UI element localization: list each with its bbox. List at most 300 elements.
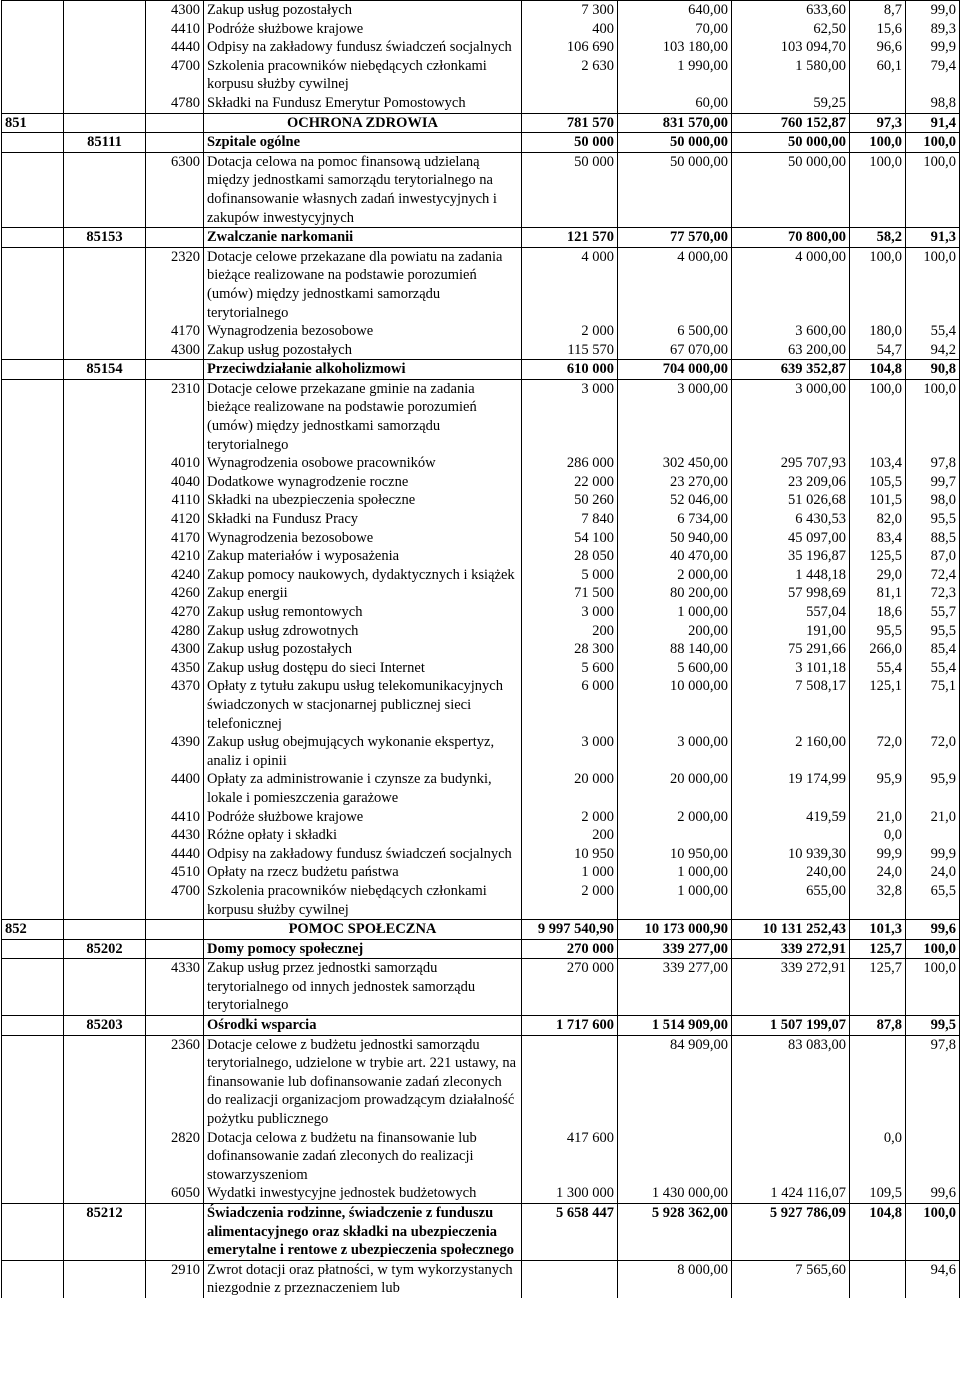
plan-after-changes-cell: 84 909,00	[618, 1035, 732, 1128]
percent-plan-cell: 72,0	[850, 733, 906, 770]
chapter-cell	[64, 603, 146, 622]
plan-after-changes-cell: 10 173 000,90	[618, 920, 732, 940]
plan-after-changes-cell: 23 270,00	[618, 473, 732, 492]
plan-cell: 5 600	[522, 659, 618, 678]
execution-cell: 7 565,60	[732, 1260, 850, 1298]
paragraph-cell	[146, 360, 204, 380]
chapter-cell	[64, 1035, 146, 1128]
division-cell	[2, 152, 64, 227]
chapter-cell	[64, 845, 146, 864]
division-cell	[2, 510, 64, 529]
chapter-cell	[64, 510, 146, 529]
description-cell: Dotacje celowe przekazane gminie na zadania bieżące realizowane na podstawie porozumień (umów) między jednostkami samorządu terytorialnego	[204, 379, 522, 454]
execution-cell: 51 026,68	[732, 491, 850, 510]
percent-after-cell: 88,5	[906, 529, 960, 548]
chapter-cell	[64, 94, 146, 113]
plan-after-changes-cell: 6 734,00	[618, 510, 732, 529]
percent-plan-cell: 266,0	[850, 640, 906, 659]
table-row	[2, 454, 960, 473]
percent-after-cell: 97,8	[906, 454, 960, 473]
percent-after-cell: 99,6	[906, 920, 960, 940]
section-row	[2, 113, 960, 133]
description-cell: Zakup usług dostępu do sieci Internet	[204, 659, 522, 678]
paragraph-cell	[146, 1204, 204, 1261]
division-cell	[2, 247, 64, 322]
plan-after-changes-cell: 10 000,00	[618, 677, 732, 733]
chapter-cell	[64, 863, 146, 882]
paragraph-cell: 4210	[146, 547, 204, 566]
paragraph-cell: 4700	[146, 57, 204, 94]
percent-plan-cell: 97,3	[850, 113, 906, 133]
paragraph-cell: 4330	[146, 959, 204, 1016]
paragraph-cell: 4240	[146, 566, 204, 585]
description-cell: Dotacja celowa z budżetu na finansowanie lub dofinansowanie zadań zleconych do realizacji stowarzyszeniom	[204, 1129, 522, 1185]
execution-cell: 10 939,30	[732, 845, 850, 864]
percent-after-cell: 95,9	[906, 770, 960, 807]
execution-cell: 4 000,00	[732, 247, 850, 322]
execution-cell: 7 508,17	[732, 677, 850, 733]
percent-plan-cell: 18,6	[850, 603, 906, 622]
plan-cell: 7 840	[522, 510, 618, 529]
percent-plan-cell	[850, 1035, 906, 1128]
paragraph-cell: 4280	[146, 622, 204, 641]
percent-after-cell: 99,7	[906, 473, 960, 492]
percent-plan-cell: 101,3	[850, 920, 906, 940]
paragraph-cell: 4270	[146, 603, 204, 622]
paragraph-cell: 4390	[146, 733, 204, 770]
execution-cell: 3 000,00	[732, 379, 850, 454]
plan-cell: 3 000	[522, 603, 618, 622]
percent-after-cell: 90,8	[906, 360, 960, 380]
plan-cell: 3 000	[522, 733, 618, 770]
plan-cell: 610 000	[522, 360, 618, 380]
paragraph-cell: 4260	[146, 584, 204, 603]
description-cell: Różne opłaty i składki	[204, 826, 522, 845]
chapter-cell: 85111	[64, 133, 146, 153]
division-cell	[2, 454, 64, 473]
percent-plan-cell: 55,4	[850, 659, 906, 678]
percent-after-cell: 72,4	[906, 566, 960, 585]
division-cell	[2, 322, 64, 341]
section-row	[2, 920, 960, 940]
chapter-cell	[64, 920, 146, 940]
division-cell	[2, 959, 64, 1016]
chapter-cell	[64, 1129, 146, 1185]
paragraph-cell: 4440	[146, 38, 204, 57]
percent-plan-cell: 95,9	[850, 770, 906, 807]
percent-after-cell: 79,4	[906, 57, 960, 94]
subsection-row	[2, 1016, 960, 1036]
paragraph-cell: 2360	[146, 1035, 204, 1128]
percent-plan-cell: 125,5	[850, 547, 906, 566]
execution-cell: 339 272,91	[732, 939, 850, 959]
plan-after-changes-cell: 70,00	[618, 20, 732, 39]
execution-cell: 639 352,87	[732, 360, 850, 380]
percent-after-cell: 87,0	[906, 547, 960, 566]
division-cell: 852	[2, 920, 64, 940]
execution-cell: 760 152,87	[732, 113, 850, 133]
chapter-cell	[64, 341, 146, 360]
plan-after-changes-cell: 103 180,00	[618, 38, 732, 57]
division-cell	[2, 566, 64, 585]
plan-after-changes-cell: 302 450,00	[618, 454, 732, 473]
chapter-cell: 85212	[64, 1204, 146, 1261]
chapter-cell	[64, 1260, 146, 1298]
execution-cell: 295 707,93	[732, 454, 850, 473]
plan-after-changes-cell: 88 140,00	[618, 640, 732, 659]
description-cell: Odpisy na zakładowy fundusz świadczeń socjalnych	[204, 38, 522, 57]
table-row	[2, 1, 960, 20]
paragraph-cell: 4440	[146, 845, 204, 864]
percent-plan-cell: 81,1	[850, 584, 906, 603]
plan-cell: 10 950	[522, 845, 618, 864]
plan-after-changes-cell: 3 000,00	[618, 379, 732, 454]
division-cell	[2, 770, 64, 807]
plan-cell: 270 000	[522, 959, 618, 1016]
division-cell	[2, 808, 64, 827]
table-row	[2, 510, 960, 529]
execution-cell	[732, 826, 850, 845]
division-cell	[2, 826, 64, 845]
table-row	[2, 1035, 960, 1128]
paragraph-cell: 4300	[146, 1, 204, 20]
division-cell	[2, 360, 64, 380]
execution-cell: 35 196,87	[732, 547, 850, 566]
chapter-cell: 85202	[64, 939, 146, 959]
execution-cell: 19 174,99	[732, 770, 850, 807]
division-cell	[2, 1204, 64, 1261]
table-row	[2, 529, 960, 548]
plan-after-changes-cell: 1 990,00	[618, 57, 732, 94]
execution-cell: 23 209,06	[732, 473, 850, 492]
division-cell	[2, 133, 64, 153]
plan-after-changes-cell: 339 277,00	[618, 959, 732, 1016]
table-row	[2, 547, 960, 566]
chapter-cell	[64, 659, 146, 678]
percent-plan-cell: 15,6	[850, 20, 906, 39]
percent-after-cell: 94,2	[906, 341, 960, 360]
execution-cell: 557,04	[732, 603, 850, 622]
division-cell	[2, 659, 64, 678]
table-row	[2, 94, 960, 113]
description-cell: Opłaty za administrowanie i czynsze za budynki, lokale i pomieszczenia garażowe	[204, 770, 522, 807]
budget-table	[1, 0, 960, 1298]
plan-after-changes-cell: 1 000,00	[618, 603, 732, 622]
description-cell: Opłaty na rzecz budżetu państwa	[204, 863, 522, 882]
percent-plan-cell: 83,4	[850, 529, 906, 548]
plan-cell: 106 690	[522, 38, 618, 57]
plan-after-changes-cell: 1 514 909,00	[618, 1016, 732, 1036]
table-row	[2, 491, 960, 510]
plan-after-changes-cell: 2 000,00	[618, 808, 732, 827]
paragraph-cell: 4410	[146, 20, 204, 39]
percent-after-cell: 99,9	[906, 845, 960, 864]
plan-cell: 3 000	[522, 379, 618, 454]
plan-cell: 20 000	[522, 770, 618, 807]
percent-plan-cell: 99,9	[850, 845, 906, 864]
plan-after-changes-cell: 50 000,00	[618, 152, 732, 227]
division-cell	[2, 882, 64, 920]
chapter-cell	[64, 882, 146, 920]
division-cell	[2, 547, 64, 566]
paragraph-cell: 4370	[146, 677, 204, 733]
description-cell: Wynagrodzenia bezosobowe	[204, 529, 522, 548]
description-cell: Dotacje celowe przekazane dla powiatu na zadania bieżące realizowane na podstawie porozumień (umów) między jednostkami samorządu terytorialnego	[204, 247, 522, 322]
percent-after-cell: 100,0	[906, 247, 960, 322]
plan-cell: 2 000	[522, 322, 618, 341]
division-cell	[2, 603, 64, 622]
percent-after-cell: 100,0	[906, 152, 960, 227]
plan-cell: 200	[522, 826, 618, 845]
division-cell	[2, 677, 64, 733]
division-cell	[2, 939, 64, 959]
percent-after-cell: 99,0	[906, 1, 960, 20]
description-cell: Zakup usług przez jednostki samorządu terytorialnego od innych jednostek samorządu terytorialnego	[204, 959, 522, 1016]
plan-cell: 22 000	[522, 473, 618, 492]
execution-cell: 62,50	[732, 20, 850, 39]
description-cell: Zakup usług pozostałych	[204, 341, 522, 360]
plan-cell: 1 000	[522, 863, 618, 882]
table-row	[2, 247, 960, 322]
paragraph-cell: 4780	[146, 94, 204, 113]
plan-cell: 270 000	[522, 939, 618, 959]
plan-after-changes-cell: 6 500,00	[618, 322, 732, 341]
division-cell	[2, 529, 64, 548]
percent-after-cell: 91,4	[906, 113, 960, 133]
plan-cell: 6 000	[522, 677, 618, 733]
execution-cell: 339 272,91	[732, 959, 850, 1016]
paragraph-cell	[146, 133, 204, 153]
execution-cell: 5 927 786,09	[732, 1204, 850, 1261]
execution-cell: 633,60	[732, 1, 850, 20]
plan-cell: 28 300	[522, 640, 618, 659]
percent-after-cell: 89,3	[906, 20, 960, 39]
division-cell	[2, 622, 64, 641]
percent-plan-cell: 29,0	[850, 566, 906, 585]
plan-cell: 286 000	[522, 454, 618, 473]
table-row	[2, 659, 960, 678]
table-row	[2, 1129, 960, 1185]
chapter-cell	[64, 491, 146, 510]
execution-cell: 6 430,53	[732, 510, 850, 529]
execution-cell: 63 200,00	[732, 341, 850, 360]
paragraph-cell	[146, 113, 204, 133]
percent-plan-cell: 180,0	[850, 322, 906, 341]
plan-cell: 2 000	[522, 808, 618, 827]
plan-cell: 50 000	[522, 133, 618, 153]
percent-plan-cell	[850, 94, 906, 113]
percent-after-cell: 97,8	[906, 1035, 960, 1128]
chapter-cell	[64, 57, 146, 94]
execution-cell: 419,59	[732, 808, 850, 827]
percent-plan-cell: 60,1	[850, 57, 906, 94]
plan-cell: 71 500	[522, 584, 618, 603]
plan-after-changes-cell: 704 000,00	[618, 360, 732, 380]
chapter-cell	[64, 640, 146, 659]
plan-cell: 781 570	[522, 113, 618, 133]
division-cell	[2, 1260, 64, 1298]
chapter-cell	[64, 622, 146, 641]
percent-after-cell: 65,5	[906, 882, 960, 920]
division-cell	[2, 1, 64, 20]
percent-after-cell: 55,7	[906, 603, 960, 622]
plan-cell: 50 000	[522, 152, 618, 227]
percent-plan-cell: 0,0	[850, 826, 906, 845]
paragraph-cell: 6300	[146, 152, 204, 227]
table-row	[2, 341, 960, 360]
paragraph-cell	[146, 228, 204, 248]
percent-plan-cell: 32,8	[850, 882, 906, 920]
execution-cell: 1 424 116,07	[732, 1184, 850, 1203]
subsection-row	[2, 133, 960, 153]
division-cell	[2, 1016, 64, 1036]
table-row	[2, 863, 960, 882]
division-cell	[2, 228, 64, 248]
percent-plan-cell: 104,8	[850, 1204, 906, 1261]
description-cell: Zakup usług pozostałych	[204, 1, 522, 20]
chapter-cell	[64, 529, 146, 548]
percent-plan-cell: 95,5	[850, 622, 906, 641]
chapter-cell	[64, 454, 146, 473]
paragraph-cell: 4120	[146, 510, 204, 529]
table-row	[2, 770, 960, 807]
chapter-cell	[64, 566, 146, 585]
plan-cell: 417 600	[522, 1129, 618, 1185]
description-cell: Składki na ubezpieczenia społeczne	[204, 491, 522, 510]
division-cell: 851	[2, 113, 64, 133]
plan-cell: 4 000	[522, 247, 618, 322]
description-cell: Świadczenia rodzinne, świadczenie z funduszu alimentacyjnego oraz składki na ubezpieczenia emerytalne i rentowe z ubezpieczenia społecznego	[204, 1204, 522, 1261]
chapter-cell	[64, 826, 146, 845]
execution-cell: 45 097,00	[732, 529, 850, 548]
paragraph-cell	[146, 1016, 204, 1036]
description-cell: Zwalczanie narkomanii	[204, 228, 522, 248]
plan-after-changes-cell: 5 928 362,00	[618, 1204, 732, 1261]
description-cell: Zwrot dotacji oraz płatności, w tym wykorzystanych niezgodnie z przeznaczeniem lub	[204, 1260, 522, 1298]
chapter-cell	[64, 584, 146, 603]
paragraph-cell: 4400	[146, 770, 204, 807]
description-cell: Zakup materiałów i wyposażenia	[204, 547, 522, 566]
plan-after-changes-cell: 5 600,00	[618, 659, 732, 678]
percent-plan-cell: 125,7	[850, 959, 906, 1016]
table-row	[2, 677, 960, 733]
division-cell	[2, 640, 64, 659]
division-cell	[2, 473, 64, 492]
execution-cell: 655,00	[732, 882, 850, 920]
execution-cell	[732, 1129, 850, 1185]
plan-cell	[522, 1035, 618, 1128]
percent-plan-cell: 105,5	[850, 473, 906, 492]
percent-plan-cell: 87,8	[850, 1016, 906, 1036]
paragraph-cell: 4510	[146, 863, 204, 882]
execution-cell: 1 507 199,07	[732, 1016, 850, 1036]
table-row	[2, 959, 960, 1016]
description-cell: Dodatkowe wynagrodzenie roczne	[204, 473, 522, 492]
percent-plan-cell: 103,4	[850, 454, 906, 473]
plan-after-changes-cell: 80 200,00	[618, 584, 732, 603]
plan-cell: 9 997 540,90	[522, 920, 618, 940]
percent-after-cell: 75,1	[906, 677, 960, 733]
percent-plan-cell: 109,5	[850, 1184, 906, 1203]
plan-cell: 2 000	[522, 882, 618, 920]
description-cell: Wydatki inwestycyjne jednostek budżetowych	[204, 1184, 522, 1203]
percent-after-cell: 99,9	[906, 38, 960, 57]
plan-after-changes-cell: 200,00	[618, 622, 732, 641]
table-row	[2, 473, 960, 492]
percent-after-cell: 85,4	[906, 640, 960, 659]
description-cell: Opłaty z tytułu zakupu usług telekomunikacyjnych świadczonych w stacjonarnej publicznej sieci telefonicznej	[204, 677, 522, 733]
subsection-row	[2, 360, 960, 380]
paragraph-cell: 4040	[146, 473, 204, 492]
plan-after-changes-cell: 50 940,00	[618, 529, 732, 548]
division-cell	[2, 1184, 64, 1203]
description-cell: Ośrodki wsparcia	[204, 1016, 522, 1036]
percent-after-cell: 99,5	[906, 1016, 960, 1036]
description-cell: Zakup usług remontowych	[204, 603, 522, 622]
percent-plan-cell: 58,2	[850, 228, 906, 248]
description-cell: Dotacje celowe z budżetu jednostki samorządu terytorialnego, udzielone w trybie art. 221 ustawy, na finansowanie lub dofinansowanie zadań zleconych do realizacji organizacjom prowadzącym działalność pożytku publicznego	[204, 1035, 522, 1128]
percent-after-cell: 98,8	[906, 94, 960, 113]
table-row	[2, 733, 960, 770]
subsection-row	[2, 228, 960, 248]
paragraph-cell: 6050	[146, 1184, 204, 1203]
description-cell: Dotacja celowa na pomoc finansową udzielaną między jednostkami samorządu terytorialnego na dofinansowanie własnych zadań inwestycyjnych i zakupów inwestycyjnych	[204, 152, 522, 227]
chapter-cell	[64, 247, 146, 322]
table-row	[2, 566, 960, 585]
percent-after-cell	[906, 826, 960, 845]
plan-after-changes-cell: 52 046,00	[618, 491, 732, 510]
execution-cell: 10 131 252,43	[732, 920, 850, 940]
execution-cell: 2 160,00	[732, 733, 850, 770]
execution-cell: 1 448,18	[732, 566, 850, 585]
paragraph-cell: 4110	[146, 491, 204, 510]
plan-cell: 5 000	[522, 566, 618, 585]
execution-cell: 75 291,66	[732, 640, 850, 659]
paragraph-cell: 4170	[146, 322, 204, 341]
percent-after-cell: 72,3	[906, 584, 960, 603]
plan-after-changes-cell	[618, 826, 732, 845]
percent-after-cell: 100,0	[906, 939, 960, 959]
percent-after-cell: 100,0	[906, 133, 960, 153]
paragraph-cell: 4700	[146, 882, 204, 920]
division-cell	[2, 38, 64, 57]
percent-after-cell: 99,6	[906, 1184, 960, 1203]
percent-after-cell: 98,0	[906, 491, 960, 510]
table-row	[2, 1184, 960, 1203]
description-cell: Szkolenia pracowników niebędących członkami korpusu służby cywilnej	[204, 57, 522, 94]
table-row	[2, 152, 960, 227]
division-cell	[2, 733, 64, 770]
plan-after-changes-cell: 40 470,00	[618, 547, 732, 566]
chapter-cell	[64, 808, 146, 827]
chapter-cell	[64, 677, 146, 733]
chapter-cell	[64, 38, 146, 57]
table-row	[2, 845, 960, 864]
paragraph-cell	[146, 939, 204, 959]
division-cell	[2, 379, 64, 454]
division-cell	[2, 341, 64, 360]
percent-plan-cell: 82,0	[850, 510, 906, 529]
division-cell	[2, 94, 64, 113]
percent-plan-cell: 100,0	[850, 152, 906, 227]
description-cell: Szpitale ogólne	[204, 133, 522, 153]
chapter-cell	[64, 1, 146, 20]
percent-plan-cell: 125,1	[850, 677, 906, 733]
plan-after-changes-cell: 50 000,00	[618, 133, 732, 153]
chapter-cell	[64, 1184, 146, 1203]
description-cell: Podróże służbowe krajowe	[204, 20, 522, 39]
plan-cell: 1 300 000	[522, 1184, 618, 1203]
